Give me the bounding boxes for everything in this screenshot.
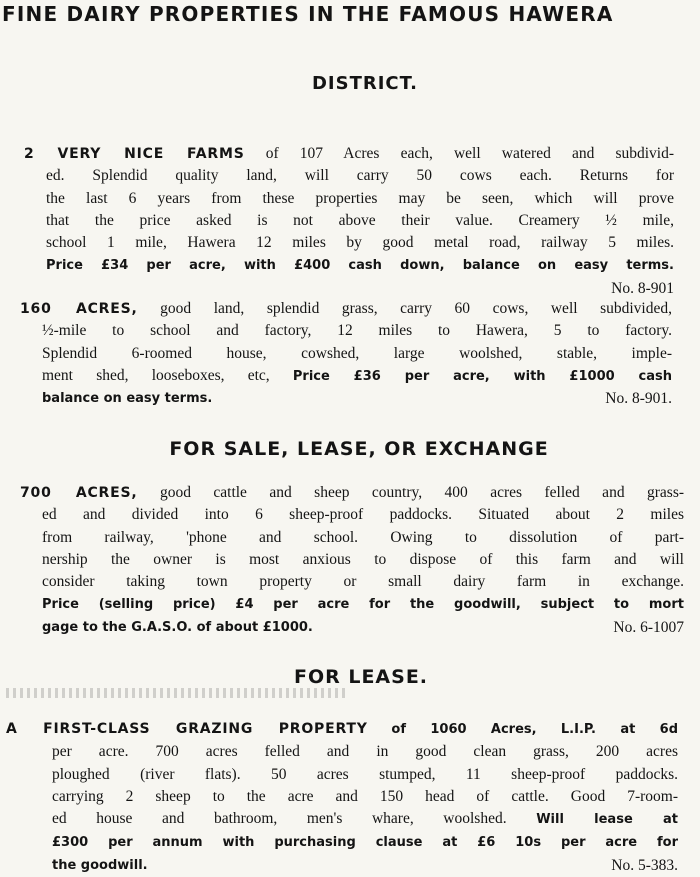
listing-price: Price (selling price) £4 per acre for the goodwill, subject to mort [42, 597, 684, 613]
listing-price: Price £34 per acre, with £400 cash down, balance on easy terms. [46, 258, 674, 274]
section-heading-sale: FOR SALE, LEASE, OR EXCHANGE [169, 438, 549, 460]
listing-700-acres [20, 482, 684, 639]
print-smudge [6, 688, 346, 698]
main-heading-district: DISTRICT. [311, 73, 419, 94]
listing-160-acres [20, 298, 672, 410]
listing-price: the goodwill. [52, 857, 148, 873]
listing-lead: 700 ACRES, [20, 485, 138, 501]
listing-text: school 1 mile, Hawera 12 miles by good metal road, railway 5 miles. [46, 234, 674, 252]
listing-reference: No. 6-1007 [613, 618, 684, 636]
listing-lead: 2 VERY NICE FARMS [24, 146, 245, 162]
listing-grazing-property [6, 718, 679, 877]
listing-reference: No. 8-901 [611, 279, 674, 297]
listing-text: ½-mile to school and factory, 12 miles to Hawera, 5 to factory. [42, 322, 672, 340]
listing-text: from railway, 'phone and school. Owing to dissolution of part- [42, 528, 684, 546]
listing-text: ed. Splendid quality land, will carry 50 cows each. Returns for [46, 167, 674, 185]
listing-text: carrying 2 sheep to the acre and 150 head of cattle. Good 7-room- [52, 787, 678, 805]
listing-text: good cattle and sheep country, 400 acres felled and grass- [159, 484, 685, 501]
listing-price: balance on easy terms. [42, 391, 213, 407]
listing-text: consider taking town property or small dairy farm in exchange. [42, 573, 684, 591]
listing-text: ed house and bathroom, men's whare, woolshed. [52, 810, 507, 828]
listing-price: Will lease at [536, 812, 678, 828]
listing-text: ment shed, looseboxes, etc, [42, 366, 270, 384]
main-heading: FINE DAIRY PROPERTIES IN THE FAMOUS HAWERA [2, 2, 614, 26]
listing-text: ploughed (river flats). 50 acres stumped, 11 sheep-proof paddocks. [52, 765, 678, 783]
listing-price: gage to the G.A.S.O. of about £1000. [42, 619, 313, 635]
listing-text: that the price asked is not above their value. Creamery ½ mile, [46, 211, 674, 229]
listing-text: Splendid 6-roomed house, cowshed, large woolshed, stable, imple- [42, 344, 672, 362]
listing-text: ed and divided into 6 sheep-proof paddocks. Situated about 2 miles [42, 506, 684, 524]
listing-price: £300 per annum with purchasing clause at £6 10s per acre for [52, 835, 678, 851]
listing-text: per acre. 700 acres felled and in good clean grass, 200 acres [52, 743, 678, 761]
listing-text: good land, splendid grass, carry 60 cows, well subdivided, [160, 300, 672, 317]
listing-text: the last 6 years from these properties may be seen, which will prove [46, 189, 674, 207]
listing-price: Price £36 per acre, with £1000 cash [292, 368, 673, 384]
listing-lead: A FIRST-CLASS GRAZING PROPERTY [6, 721, 368, 737]
listing-text: of 107 Acres each, well watered and subdivid- [265, 145, 675, 162]
listing-reference: No. 5-383. [611, 856, 678, 874]
listing-lead: 160 ACRES, [20, 301, 138, 317]
listing-text: nership the owner is most anxious to dispose of this farm and will [42, 550, 684, 568]
listing-text: of 1060 Acres, L.I.P. at 6d [391, 722, 679, 737]
section-heading-lease: FOR LEASE. [293, 666, 429, 688]
listing-reference: No. 8-901. [605, 390, 672, 408]
listing-two-farms [24, 143, 674, 300]
